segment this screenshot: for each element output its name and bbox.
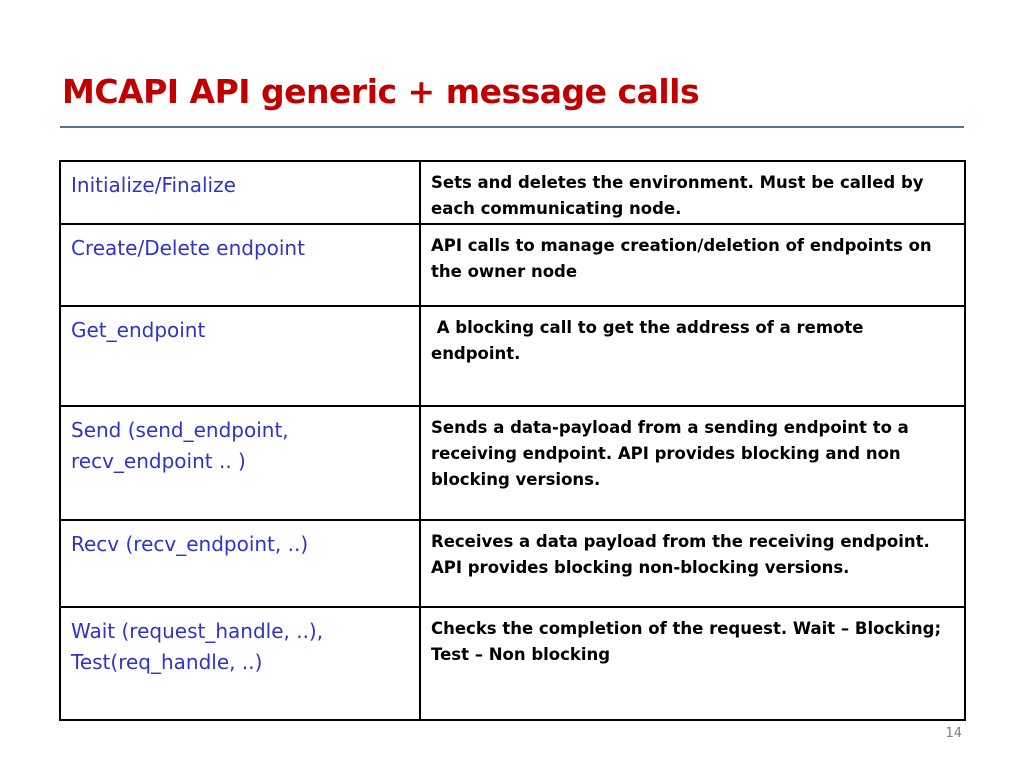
call-name: Initialize/Finalize: [71, 173, 236, 197]
call-cell: [60, 306, 420, 406]
call-name: Send (send_endpoint, recv_endpoint .. ): [71, 418, 289, 473]
table-row: [60, 161, 965, 224]
call-description: API calls to manage creation/deletion of endpoints on the owner node: [431, 236, 938, 281]
call-description: Sends a data-payload from a sending endpoint to a receiving endpoint. API provides blocking and non blocking versions.: [431, 418, 915, 489]
slide-title: MCAPI API generic + message calls: [62, 72, 700, 111]
call-cell: [60, 406, 420, 520]
page-number: 14: [945, 726, 962, 741]
call-name: Create/Delete endpoint: [71, 236, 305, 260]
table-row: [60, 406, 965, 520]
description-cell: [420, 224, 965, 306]
api-calls-table: [59, 160, 966, 721]
call-description: Sets and deletes the environment. Must be called by each communicating node.: [431, 173, 930, 218]
call-cell: [60, 607, 420, 720]
description-cell: [420, 306, 965, 406]
call-name: Recv (recv_endpoint, ..): [71, 532, 309, 556]
call-description: A blocking call to get the address of a remote endpoint.: [431, 318, 870, 363]
table-row: [60, 520, 965, 607]
call-name: Get_endpoint: [71, 318, 206, 342]
call-description: Checks the completion of the request. Wait – Blocking; Test – Non blocking: [431, 619, 947, 664]
call-description: Receives a data payload from the receiving endpoint. API provides blocking non-blocking versions.: [431, 532, 936, 577]
title-divider: [60, 126, 964, 128]
table-row: [60, 607, 965, 720]
call-cell: [60, 161, 420, 224]
description-cell: [420, 607, 965, 720]
call-cell: [60, 224, 420, 306]
call-cell: [60, 520, 420, 607]
description-cell: [420, 520, 965, 607]
call-name: Wait (request_handle, ..), Test(req_handle, ..): [71, 619, 324, 674]
description-cell: [420, 161, 965, 224]
table-row: [60, 306, 965, 406]
description-cell: [420, 406, 965, 520]
table-row: [60, 224, 965, 306]
